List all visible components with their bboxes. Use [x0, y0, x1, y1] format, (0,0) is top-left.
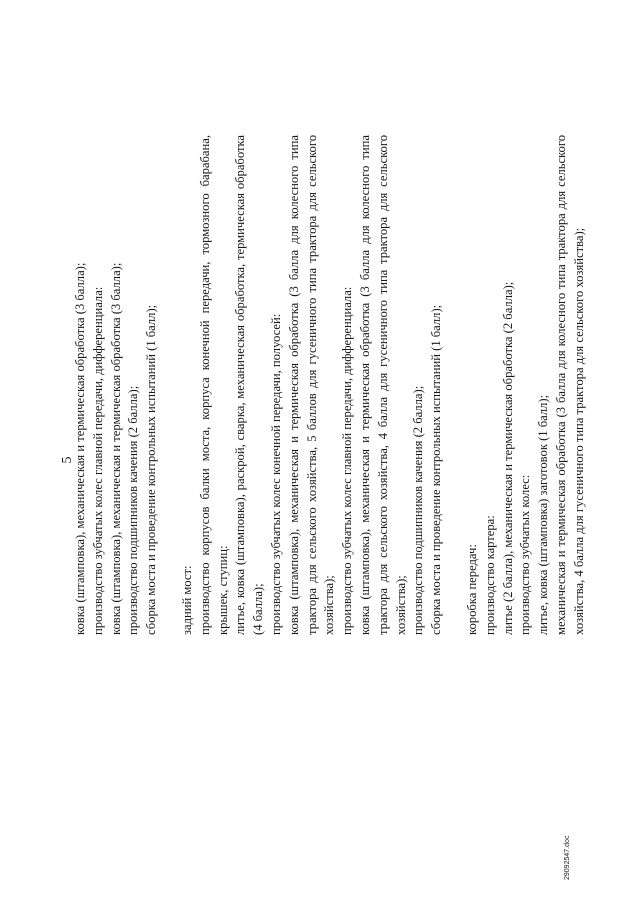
paragraph: литье, ковка (штамповка), раскрой, сварка, механическая обработка, термическая обработка (4 балла);: [233, 135, 266, 635]
text-line: сборка моста и проведение контрольных испытаний (1 балл);: [429, 304, 444, 635]
text-line: сборка моста и проведение контрольных испытаний (1 балл);: [144, 304, 159, 635]
section-heading: задний мост:: [179, 565, 194, 635]
document-body: [72, 135, 589, 635]
text-line: производство подшипников качения (2 балла);: [126, 385, 141, 635]
paragraph: ковка (штамповка), механическая и термическая обработка (3 балла для колесного типа трактора для сельского хозяйства, 5 баллов для гусеничного типа трактора для сельского хозяйства);: [286, 135, 337, 635]
text-line: производство картера:: [482, 515, 497, 635]
text-line: производство зубчатых колес:: [518, 474, 533, 635]
footer-filename: 29092547.doc: [564, 835, 571, 880]
section-gearbox: [464, 135, 589, 635]
section-front-axle-end: [72, 135, 161, 635]
paragraph: производство корпусов балки моста, корпуса конечной передачи, тормозного барабана, крышек, ступиц:: [197, 135, 230, 635]
section-rear-axle: [179, 135, 446, 635]
paragraph: механическая и термическая обработка (3 балла для колесного типа трактора для сельского хозяйства, 4 балла для гусеничного типа трактора для сельского хозяйства);: [553, 135, 586, 635]
paragraph: ковка (штамповка), механическая и термическая обработка (3 балла для колесного типа трактора для сельского хозяйства, 4 балла для гусеничного типа трактора для сельского хозяйства);: [357, 135, 408, 635]
rotated-page: [60, 40, 586, 880]
text-line: производство зубчатых колес главной передачи, дифференциала:: [90, 286, 105, 635]
page-number: 5: [60, 456, 75, 464]
text-line: ковка (штамповка), механическая и термическая обработка (3 балла);: [73, 262, 87, 635]
text-line: производство зубчатых колес главной передачи, дифференциала:: [340, 286, 355, 635]
text-line: ковка (штамповка), механическая и термическая обработка (3 балла);: [108, 262, 123, 635]
text-line: производство зубчатых колес конечной передачи, полуосей:: [268, 313, 283, 635]
text-line: производство подшипников качения (2 балла);: [411, 385, 426, 635]
text-line: литье, ковка (штамповка) заготовок (1 балл);: [536, 394, 551, 635]
text-line: литье (2 балла), механическая и термическая обработка (2 балла);: [500, 281, 515, 635]
section-heading: коробка передач:: [464, 544, 479, 635]
